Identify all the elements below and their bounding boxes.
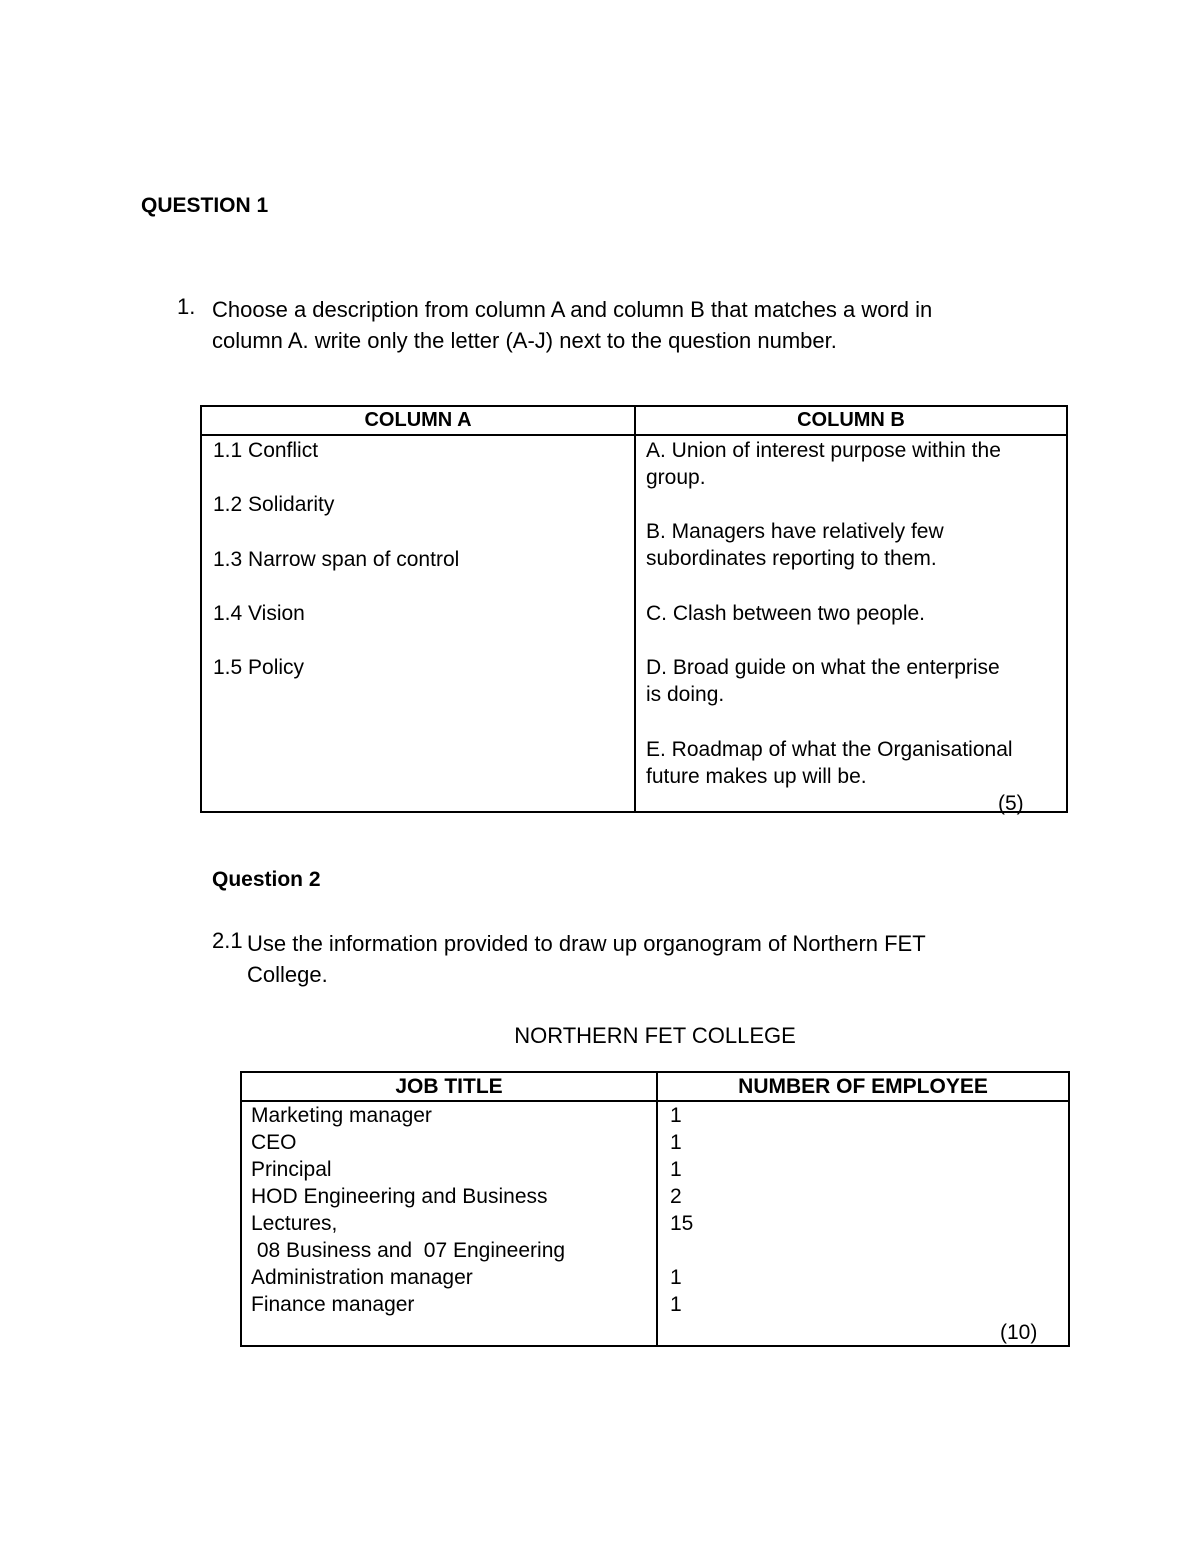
job-title-cell: Finance manager <box>251 1293 415 1316</box>
question-2-heading: Question 2 <box>212 868 321 891</box>
column-b-item: A. Union of interest purpose within the group. <box>646 439 1001 489</box>
column-b-item: D. Broad guide on what the enterprise is doing. <box>646 656 1000 706</box>
instruction-line: column A. write only the letter (A-J) next to the question number. <box>212 328 837 353</box>
job-title-cell: 08 Business and 07 Engineering <box>251 1239 566 1262</box>
marks-label: (5) <box>998 792 1024 815</box>
employee-count-cell: 15 <box>670 1212 694 1235</box>
instruction-line: College. <box>247 962 328 987</box>
job-title-cell: HOD Engineering and Business <box>251 1185 548 1208</box>
employee-count-cell: 1 <box>670 1104 682 1127</box>
column-divider <box>656 1073 658 1345</box>
job-title-cell: CEO <box>251 1131 297 1154</box>
employee-count-cell: 1 <box>670 1266 682 1289</box>
employee-count-header: NUMBER OF EMPLOYEE <box>738 1075 988 1098</box>
matching-table <box>200 405 1068 813</box>
job-title-cell: Marketing manager <box>251 1104 432 1127</box>
question-2-item-number: 2.1 <box>212 928 243 953</box>
job-table <box>240 1071 1070 1347</box>
college-title: NORTHERN FET COLLEGE <box>514 1023 796 1048</box>
job-title-cell: Administration manager <box>251 1266 473 1289</box>
column-a-header: COLUMN A <box>364 409 472 431</box>
column-a-item: 1.4 Vision <box>213 602 305 625</box>
instruction-line: Choose a description from column A and column B that matches a word in <box>212 297 933 322</box>
column-a-item: 1.5 Policy <box>213 656 305 679</box>
employee-count-cell: 1 <box>670 1131 682 1154</box>
question-2-instruction <box>247 928 1007 990</box>
question-1-heading: QUESTION 1 <box>141 194 269 217</box>
job-title-header: JOB TITLE <box>395 1075 503 1098</box>
column-a-item: 1.1 Conflict <box>213 439 319 462</box>
job-title-cell: Lectures, <box>251 1212 338 1235</box>
column-a-item: 1.2 Solidarity <box>213 493 335 516</box>
instruction-line: Use the information provided to draw up organogram of Northern FET <box>247 931 926 956</box>
column-b-item: B. Managers have relatively few subordinates reporting to them. <box>646 520 944 570</box>
employee-count-cell: 2 <box>670 1185 682 1208</box>
column-divider <box>634 407 636 811</box>
job-title-cell: Principal <box>251 1158 332 1181</box>
column-a-item: 1.3 Narrow span of control <box>213 548 460 571</box>
marks-label: (10) <box>1000 1321 1038 1344</box>
column-b-header: COLUMN B <box>797 409 905 431</box>
employee-count-cell: 1 <box>670 1158 682 1181</box>
question-1-item-number: 1. <box>177 294 196 319</box>
column-b-item: C. Clash between two people. <box>646 602 925 625</box>
column-b-item: E. Roadmap of what the Organisational future makes up will be. <box>646 738 1013 788</box>
job-table-header <box>242 1073 1068 1102</box>
employee-count-cell: 1 <box>670 1293 682 1316</box>
question-1-instruction <box>212 294 1032 356</box>
